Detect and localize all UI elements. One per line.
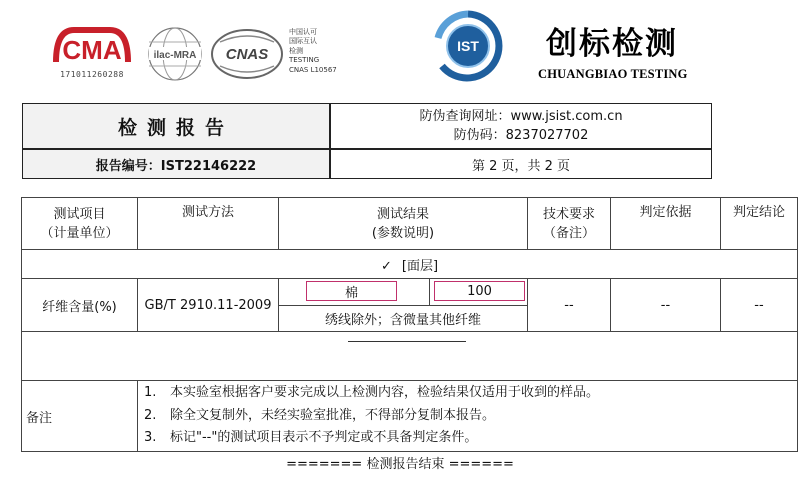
report-end-marker: ======= 检测报告结束 ====== [286,457,514,472]
report-title: 检测报告 [23,104,329,148]
cnas-accreditation-text: 中国认可 国际互认 检测 TESTING CNAS L10567 [289,28,337,74]
fiber-name: 棉 [306,281,397,301]
section-label [22,250,798,279]
cma-mark-icon [50,26,134,66]
cnas-logo [210,28,284,80]
col-header-result: 测试结果 (参数说明) [279,198,528,250]
remark-item: 2. 除全文复制外，未经实验室批准，不得部分复制本报告。 [144,407,496,423]
remarks-label: 备注 [22,381,138,452]
ist-logo-text: IST [457,38,479,54]
cma-logo-text: CMA [62,35,122,65]
ist-emblem-icon [432,10,504,82]
fiber-percent: 100 [434,281,525,301]
check-mark-icon: ✓ [380,258,392,274]
cell-method: GB/T 2910.11-2009 [138,279,279,332]
col-header-item: 测试项目 （计量单位） [22,198,138,250]
verify-code: 防伪码：8237027702 [453,128,589,143]
remark-item: 1. 本实验室根据客户要求完成以上检测内容，检验结果仅适用于收到的样品。 [144,385,600,401]
cnas-logo-text: CNAS [225,46,269,63]
test-results-table [21,197,798,452]
remarks-row [22,381,798,452]
cma-logo [50,26,134,82]
table-header-row [22,198,798,250]
col-header-basis: 判定依据 [611,198,721,250]
ilac-mra-logo [146,26,204,82]
brand-name-cn: 创标检测 [546,26,678,62]
section-row [22,250,798,279]
verification-info [331,104,711,148]
remark-item: 3. 标记"--"的测试项目表示不予判定或不具备判定条件。 [144,430,478,446]
table-row [22,279,798,332]
ilac-logo-text: ilac-MRA [153,50,197,61]
col-header-conclusion: 判定结论 [721,198,798,250]
blank-section-divider [348,341,466,342]
ist-logo [432,10,504,82]
blank-row [22,332,798,381]
col-header-requirement: 技术要求 （备注） [528,198,611,250]
section-name: [面层] [401,258,439,274]
ilac-globe-icon [146,26,204,82]
cell-result [279,279,528,332]
col-header-method: 测试方法 [138,198,279,250]
cell-item: 纤维含量(%) [22,279,138,332]
brand-name-en: CHUANGBIAO TESTING [538,67,688,81]
page-info: 第 2 页，共 2 页 [471,158,571,174]
cell-conclusion: -- [721,279,798,332]
report-header-table [22,103,712,179]
remarks-list [138,381,798,452]
cnas-emblem-icon [210,28,284,80]
cma-number: 171011260288 [60,70,124,79]
result-note: 绣线除外；含微量其他纤维 [324,313,481,328]
report-number: 报告编号：IST22146222 [23,150,329,178]
verify-website: 防伪查询网址：www.jsist.com.cn [419,109,623,124]
cell-basis: -- [611,279,721,332]
cell-requirement: -- [528,279,611,332]
